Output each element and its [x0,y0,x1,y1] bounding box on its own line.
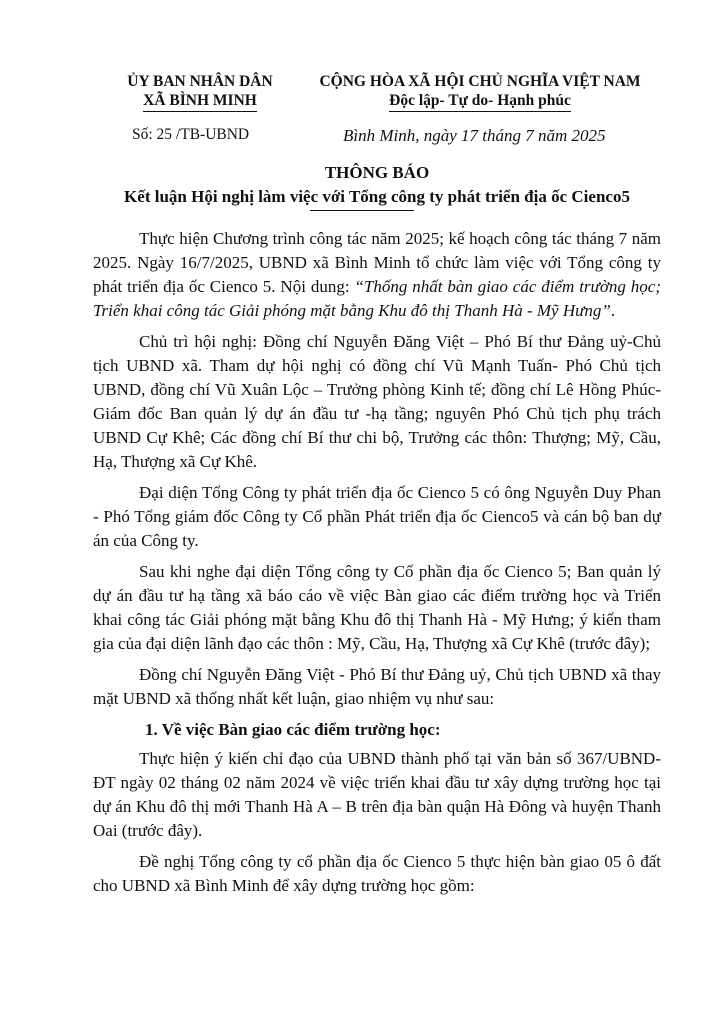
paragraph-conclusion: Đồng chí Nguyễn Đăng Việt - Phó Bí thư Đảng uỷ, Chủ tịch UBND xã thay mặt UBND xã thống nhất kết luận, giao nhiệm vụ như sau: [93,665,661,708]
paragraph-chair: Chủ trì hội nghị: Đồng chí Nguyễn Đăng Việt – Phó Bí thư Đảng uỷ-Chủ tịch UBND xã. Tham dự hội nghị có đồng chí Vũ Mạnh Tuấn- Phó Chủ tịch UBND, đồng chí Vũ Xuân Lộc – Trưởng phòng Kinh tế; đồng chí Lê Hồng Phúc- Giám đốc Ban quản lý dự án đầu tư -hạ tầng; nguyên Phó Chủ tịch phụ trách UBND Cự Khê; Các đồng chí Bí thư chi bộ, Trưởng các thôn: Thượng; Mỹ, Cầu, Hạ, Thượng xã Cự Khê. [93,332,661,471]
document-subtitle [92,187,662,208]
intro-quote: “Thống nhất bàn giao các điểm trường học; Triển khai công tác Giải phóng mặt bằng Khu đô thị Thanh Hà - Mỹ Hưng” [93,277,661,320]
paragraph-reports: Sau khi nghe đại diện Tổng công ty Cổ phần địa ốc Cienco 5; Ban quản lý dự án đầu tư hạ tầng xã báo cáo về việc Bàn giao các điểm trường học và Triển khai công tác Giải phóng mặt bằng Khu đô thị Thanh Hà - Mỹ Hưng; ý kiến tham gia của đại diện lãnh đạo các thôn : Mỹ, Cầu, Hạ, Thượng xã Cự Khê (trước đây); [93,562,661,653]
paragraph-intro [93,227,661,323]
paragraph-representative: Đại diện Tổng Công ty phát triển địa ốc Cienco 5 có ông Nguyễn Duy Phan - Phó Tổng giám đốc Công ty Cổ phần Phát triển địa ốc Cienco5 và cán bộ ban dự án của Công ty. [93,483,661,550]
intro-text: Thực hiện Chương trình công tác năm 2025; kế hoạch công tác tháng 7 năm 2025. Ngày 16/7/2025, UBND xã Bình Minh tổ chức làm việc với Tổng công ty phát triển địa ốc Cienco 5. Nội dung: [93,229,661,296]
document-body [93,227,661,905]
issuer-block [100,72,300,112]
document-title: THÔNG BÁO [324,163,430,182]
motto-line [300,91,660,112]
subtitle-text: Kết luận Hội nghị làm việc với Tổng công ty phát triển địa ốc Cienco5 [124,187,630,206]
intro-end: . [610,301,616,320]
national-title: CỘNG HÒA XÃ HỘI CHỦ NGHĨA VIỆT NAM [319,73,641,90]
national-header [300,72,660,112]
issuer-line1: ỦY BAN NHÂN DÂN [127,73,273,90]
paragraph-directive: Thực hiện ý kiến chỉ đạo của UBND thành phố tại văn bản số 367/UBND-ĐT ngày 02 tháng 02 năm 2024 về việc triển khai đầu tư xây dựng trường học tại dự án Khu đô thị mới Thanh Hà A – B trên địa bàn quận Hà Đông và huyện Thanh Oai (trước đây). [93,749,661,840]
place-date: Bình Minh, ngày 17 tháng 7 năm 2025 [343,126,606,145]
issuer-name: XÃ BÌNH MINH [143,91,257,112]
issuer-line2 [100,91,300,112]
subtitle-underline [310,210,414,211]
section-heading-1: 1. Về việc Bàn giao các điểm trường học: [145,720,441,739]
paragraph-proposal: Đề nghị Tổng công ty cổ phần địa ốc Cienco 5 thực hiện bàn giao 05 ô đất cho UBND xã Bình Minh để xây dựng trường học gồm: [93,852,661,895]
document-number: Số: 25 /TB-UBND [132,126,250,143]
motto: Độc lập- Tự do- Hạnh phúc [389,91,571,112]
